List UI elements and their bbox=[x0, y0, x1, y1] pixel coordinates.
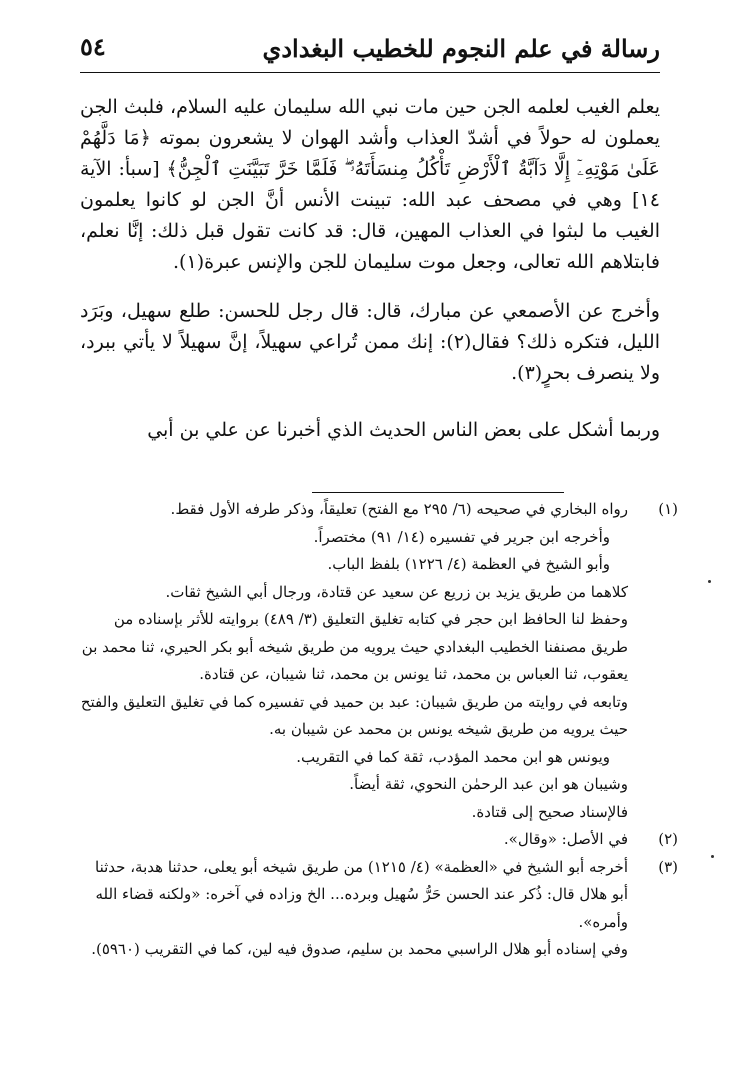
page-number: ٥٤ bbox=[80, 32, 106, 61]
running-title: رسالة في علم النجوم للخطيب البغدادي bbox=[262, 34, 660, 63]
paragraph-2: وأخرج عن الأصمعي عن مبارك، قال: قال رجل للحسن: طلع سهيل، وبَرَد الليل، فتكره ذلك؟ فقال(٢): إنك ممن تُراعي سهيلاً، إنَّ سهيلاً لا يأتي ببرد، ولا ينصرف بحرٍ(٣). bbox=[80, 300, 660, 384]
footnote-divider bbox=[312, 492, 564, 493]
footnote-line: وشيبان هو ابن عبد الرحمٰن النحوي، ثقة أيضاً. bbox=[349, 775, 628, 793]
footnote-number: (٢) bbox=[658, 830, 678, 848]
footnote-line: وأخرجه ابن جرير في تفسيره (١٤/ ٩١) مختصراً. bbox=[313, 527, 610, 546]
footnote-line: ويونس هو ابن محمد المؤدب، ثقة كما في التقريب. bbox=[296, 747, 610, 766]
footnote-line: وحفظ لنا الحافظ ابن حجر في كتابه تغليق التعليق (٣/ ٤٨٩) بروايته للأثر بإسناده من طريق مصنفنا الخطيب البغدادي حيث يرويه من طريق شيخه أبو بكر الحيري، ثنا محمد بن يعقوب، ثنا العباس بن محمد، ثنا يونس بن محمد، ثنا شيبان، عن قتادة. bbox=[81, 610, 628, 683]
footnote-line: وتابعه في روايته من طريق شيبان: عبد بن حميد في تفسيره كما في تغليق التعليق والفتح حيث يرويه من طريق شيخه يونس بن محمد عن شيبان به. bbox=[80, 692, 628, 738]
footnote-3 bbox=[80, 854, 678, 964]
footnote-1 bbox=[80, 496, 678, 826]
footnote-line: في الأصل: «وقال». bbox=[503, 830, 628, 848]
footnote-number: (١) bbox=[658, 500, 678, 518]
footnote-line: رواه البخاري في صحيحه (٦/ ٢٩٥ مع الفتح) تعليقاً، وذكر طرفه الأول فقط. bbox=[170, 500, 628, 518]
footnote-line: كلاهما من طريق يزيد بن زريع عن سعيد عن قتادة، ورجال أبي الشيخ ثقات. bbox=[165, 582, 628, 601]
scan-speck bbox=[711, 855, 714, 858]
header-rule bbox=[80, 72, 660, 73]
footnote-line: أخرجه أبو الشيخ في «العظمة» (٤/ ١٢١٥) من طريق شيخه أبو يعلى، حدثنا هدبة، حدثنا أبو هلال قال: ذُكر عند الحسن حَرُّ سُهيل وبرده... الخ وزاده في آخره: «ولكنه قضاء الله وأمره». bbox=[95, 857, 628, 931]
footnotes bbox=[80, 496, 678, 964]
paragraph-3: وربما أشكل على بعض الناس الحديث الذي أخبرنا عن علي بن أبي bbox=[147, 419, 660, 441]
footnote-2 bbox=[80, 826, 678, 854]
main-text bbox=[80, 92, 660, 446]
footnote-number: (٣) bbox=[658, 857, 678, 876]
footnote-line: وأبو الشيخ في العظمة (٤/ ١٢٢٦) بلفظ الباب. bbox=[327, 555, 610, 573]
footnote-line: وفي إسناده أبو هلال الراسبي محمد بن سليم، صدوق فيه لين، كما في التقريب (٥٩٦٠). bbox=[91, 940, 628, 958]
paragraph-1: يعلم الغيب لعلمه الجن حين مات نبي الله سليمان عليه السلام، فلبث الجن يعملون له حولاً في أشدّ العذاب وأشد الهوان لا يشعرون بموته ﴿مَا دَلَّهُمْ عَلَىٰ مَوْتِهِۦٓ إِلَّا دَآبَّةُ ٱلْأَرْضِ تَأْكُلُ مِنسَأَتَهُۥ ۖ فَلَمَّا خَرَّ تَبَيَّنَتِ ٱلْجِنُّ﴾ [سبأ: الآية ١٤] وهي في مصحف عبد الله: تبينت الأنس أنَّ الجن لو كانوا يعلمون الغيب ما لبثوا في العذاب المهين، قال: قد كانت تقول قبل ذلك: إنَّا نعلم، فابتلاهم الله تعالى، وجعل موت سليمان للجن والإنس عبرة(١). bbox=[80, 96, 660, 273]
scan-speck bbox=[708, 580, 711, 583]
page-header bbox=[80, 28, 660, 80]
footnote-line: فالإسناد صحيح إلى قتادة. bbox=[471, 802, 628, 821]
